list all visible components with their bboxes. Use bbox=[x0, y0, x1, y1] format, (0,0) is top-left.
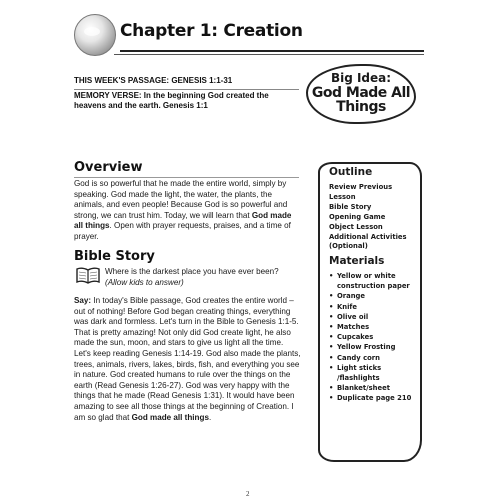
overview-divider bbox=[74, 177, 299, 178]
overview-text: God is so powerful that he made the entire world, simply by speaking. God made the light, the water, the plants, the animals, and even people! Because God is so powerful and strong, we can trust him. Today, we will learn that bbox=[74, 179, 288, 220]
bible-story-paragraph bbox=[74, 296, 302, 423]
material-item: • Olive oil bbox=[329, 312, 419, 322]
workbook-page bbox=[74, 8, 424, 498]
page-number: 2 bbox=[246, 490, 250, 498]
outline-item: Object Lesson bbox=[329, 223, 383, 231]
title-divider-thin bbox=[114, 54, 424, 55]
bible-story-heading: Bible Story bbox=[74, 249, 155, 264]
material-item: • Matches bbox=[329, 322, 419, 332]
material-item: • Orange bbox=[329, 291, 419, 301]
outline-heading: Outline bbox=[329, 166, 373, 178]
overview-heading: Overview bbox=[74, 160, 143, 175]
overview-text-end: . Open with prayer requests, praises, and a time of prayer. bbox=[74, 221, 291, 241]
memory-verse: MEMORY VERSE: In the beginning God created the heavens and the earth. Genesis 1:1 bbox=[74, 90, 269, 110]
story-text-end: . bbox=[208, 412, 212, 422]
material-item: • Knife bbox=[329, 302, 419, 312]
big-idea-text: God Made All Things bbox=[311, 85, 411, 115]
outline-item-note: (Optional) bbox=[329, 242, 368, 250]
title-divider bbox=[120, 50, 424, 52]
material-item: • Cupcakes bbox=[329, 332, 419, 342]
outline-item: Opening Game bbox=[329, 213, 386, 221]
passage-divider bbox=[74, 89, 299, 90]
materials-list bbox=[329, 271, 419, 404]
passage-reference: THIS WEEK'S PASSAGE: GENESIS 1:1-31 bbox=[74, 76, 233, 85]
overview-emphasis: God made all things bbox=[74, 210, 292, 231]
big-idea-label: Big Idea: bbox=[330, 71, 392, 85]
outline-item: Bible Story bbox=[329, 203, 372, 211]
outline-list bbox=[329, 182, 419, 250]
material-item: • Light sticks /flashlights bbox=[329, 363, 419, 383]
outline-item: Review Previous Lesson bbox=[329, 183, 393, 201]
material-item: • Duplicate page 210 bbox=[329, 393, 419, 403]
question-text: Where is the darkest place you have ever been? bbox=[105, 267, 279, 276]
story-emphasis: God made all things bbox=[131, 412, 209, 422]
say-label: Say: bbox=[74, 296, 92, 305]
material-item: • Candy corn bbox=[329, 353, 419, 363]
open-book-icon bbox=[76, 266, 100, 284]
big-idea-bubble bbox=[306, 64, 416, 124]
discussion-question bbox=[105, 267, 301, 288]
materials-heading: Materials bbox=[329, 255, 385, 267]
material-item: • Yellow Frosting bbox=[329, 342, 419, 352]
material-item: • Yellow or white construction paper bbox=[329, 271, 419, 291]
outline-item bbox=[329, 232, 419, 250]
story-text: In today's Bible passage, God creates the entire world – out of nothing! Before God began creating things, everything was dark and formless. Let's turn in the Bible to Genesis 1:1-5. That is pretty amazing! Not only did God create light, he also made the sun, moon, and stars to give us light all the time. Let's keep reading Genesis 1:14-19. God also made the plants, trees, animals, rivers, lakes, birds, fish, and everything you see in nature. God created humans to rule over the things on the earth (Read Genesis 1:26-27). God was very happy with the things that he made (Read Genesis 1:31). It would have been amazing to see all those things at the beginning of Creation. I am so glad that bbox=[74, 296, 301, 422]
material-item: • Blanket/sheet bbox=[329, 383, 419, 393]
chapter-title: Chapter 1: Creation bbox=[120, 21, 303, 41]
overview-paragraph bbox=[74, 179, 302, 243]
passage-block bbox=[74, 76, 299, 112]
globe-icon bbox=[74, 14, 116, 56]
outline-item-label: Additional Activities bbox=[329, 233, 407, 241]
answer-note: (Allow kids to answer) bbox=[105, 277, 184, 287]
